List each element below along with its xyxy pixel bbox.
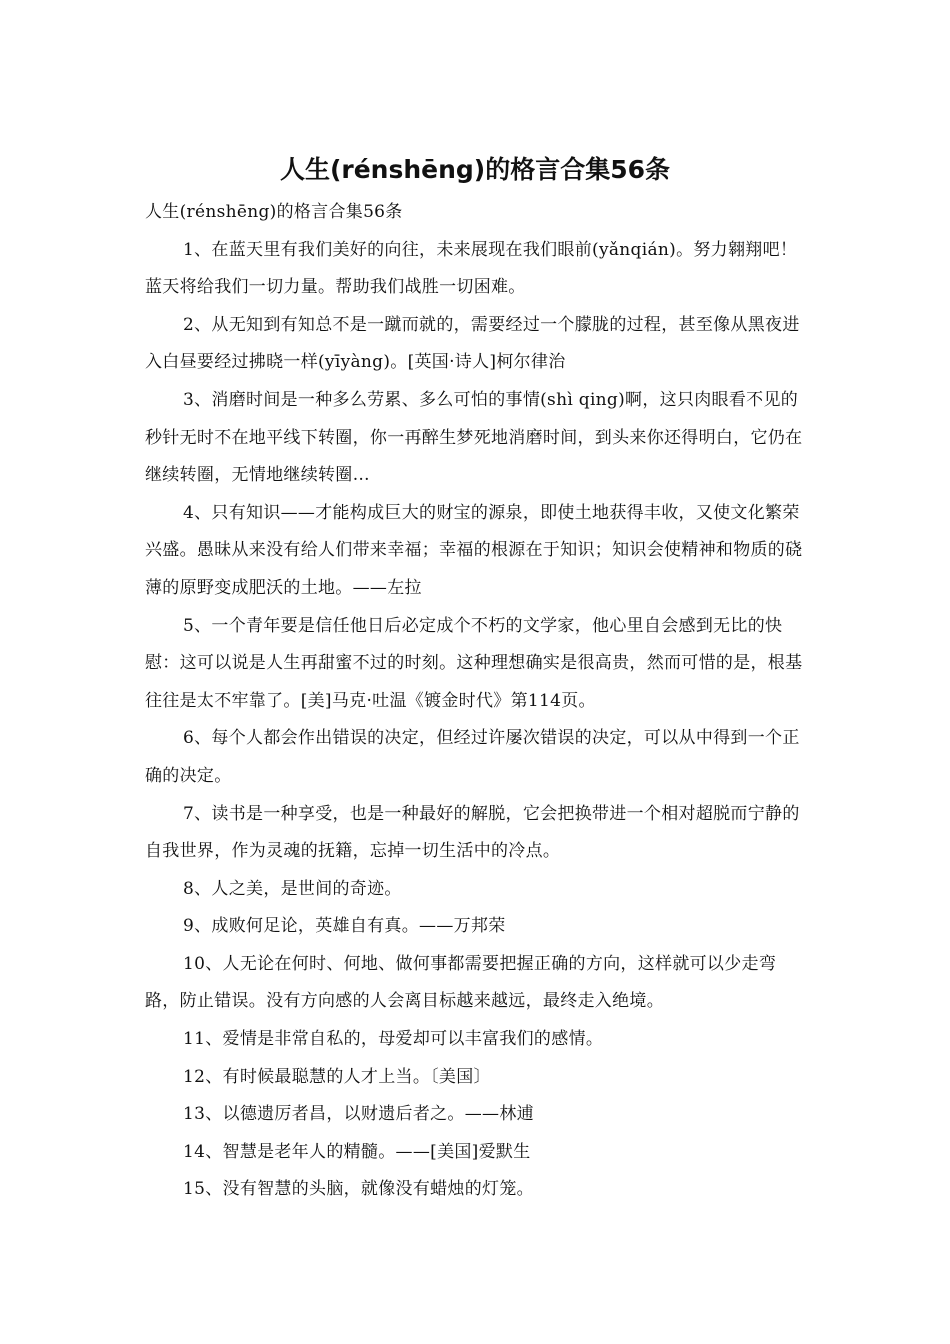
document-body <box>145 194 807 1209</box>
quote-item: 6、每个人都会作出错误的决定，但经过许屡次错误的决定，可以从中得到一个正确的决定。 <box>145 728 800 786</box>
quote-item: 3、消磨时间是一种多么劳累、多么可怕的事情(shì qing)啊，这只肉眼看不见的秒针无时不在地平线下转圈，你一再醉生梦死地消磨时间，到头来你还得明白，它仍在继续转圈，无情地继续转圈… <box>145 389 803 486</box>
quote-item: 9、成败何足论，英雄自有真。——万邦荣 <box>183 916 506 937</box>
quote-item: 7、读书是一种享受，也是一种最好的解脱，它会把换带进一个相对超脱而宁静的自我世界，作为灵魂的抚籍，忘掉一切生活中的冷点。 <box>145 803 800 862</box>
quote-item: 10、人无论在何时、何地、做何事都需要把握正确的方向，这样就可以少走弯路，防止错误。没有方向感的人会离目标越来越远，最终走入绝境。 <box>145 953 777 1012</box>
quote-item: 13、以德遗厉者昌，以财遗后者之。——林逋 <box>183 1104 534 1125</box>
quote-item: 11、爱情是非常自私的，母爱却可以丰富我们的感情。 <box>183 1029 604 1050</box>
quote-item: 14、智慧是老年人的精髓。——[美国]爱默生 <box>183 1141 531 1162</box>
document-subtitle: 人生(rénshēng)的格言合集56条 <box>145 202 403 222</box>
quote-item: 15、没有智慧的头脑，就像没有蜡烛的灯笼。 <box>183 1179 534 1200</box>
quote-item: 4、只有知识——才能构成巨大的财宝的源泉，即使土地获得丰收，又使文化繁荣兴盛。愚昧从来没有给人们带来幸福；幸福的根源在于知识；知识会使精神和物质的硗薄的原野变成肥沃的土地。——左拉 <box>145 502 803 598</box>
quote-item: 2、从无知到有知总不是一蹴而就的，需要经过一个朦胧的过程，甚至像从黑夜进入白昼要经过拂晓一样(yīyàng)。[英国·诗人]柯尔律治 <box>145 314 800 373</box>
quote-item: 1、在蓝天里有我们美好的向往，未来展现在我们眼前(yǎnqián)。努力翱翔吧！蓝天将给我们一切力量。帮助我们战胜一切困难。 <box>145 239 798 298</box>
quote-item: 5、一个青年要是信任他日后必定成个不朽的文学家，他心里自会感到无比的快慰：这可以说是人生再甜蜜不过的时刻。这种理想确实是很高贵，然而可惜的是，根基往往是太不牢靠了。[美]马克·吐温《镀金时代》第114页。 <box>145 615 803 711</box>
document-title: 人生(rénshēng)的格言合集56条 <box>279 155 671 184</box>
quote-item: 8、人之美，是世间的奇迹。 <box>183 878 402 899</box>
quote-item: 12、有时候最聪慧的人才上当。〔美国〕 <box>183 1066 491 1087</box>
